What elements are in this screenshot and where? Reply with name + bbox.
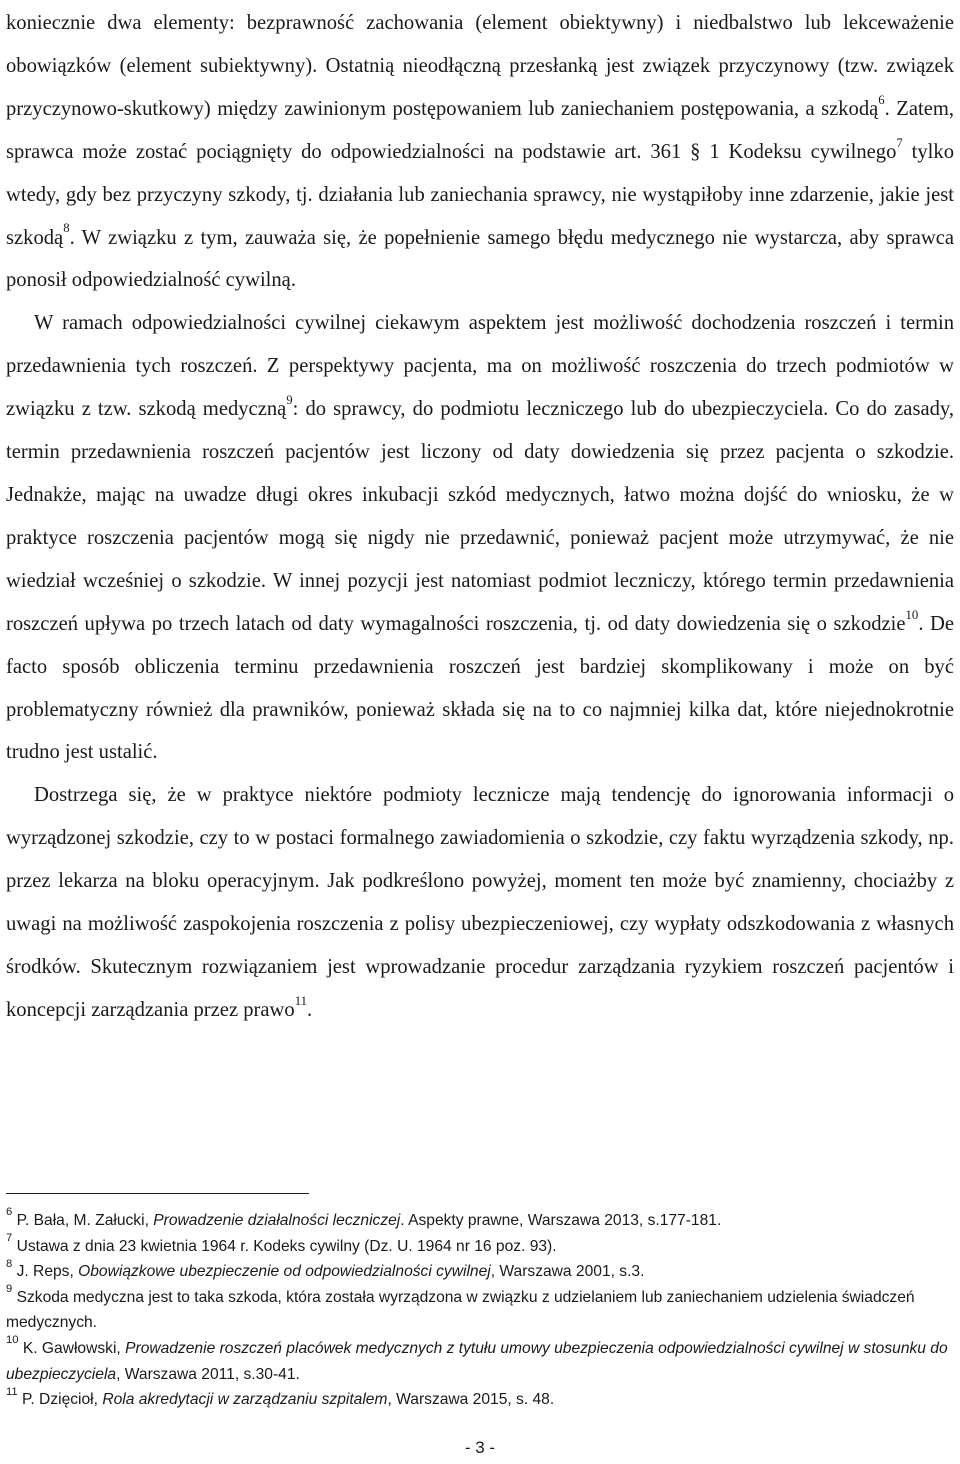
text-run: . W związku z tym, zauważa się, że popełnienie samego błędu medycznego nie wystarcza, aby sprawca ponosił odpowiedzialność cywilną. [6,226,954,292]
footnote-reference: 8 [63,221,70,236]
text-run: , Warszawa 2015, s. 48. [387,1391,555,1409]
footnote [6,1387,954,1413]
paragraph [6,774,954,1031]
footnote-reference: 9 [286,393,293,408]
footnote [6,1285,954,1336]
footnote-number: 8 [6,1257,13,1270]
footnotes [6,1208,954,1413]
paragraph [6,2,954,302]
main-text [6,2,954,1032]
text-run: Dostrzega się, że w praktyce niektóre podmioty lecznicze mają tendencję do ignorowania informacji o wyrządzonej szkodzie, czy to w postaci formalnego zawiadomienia o szkodzie, czy faktu wyrządzenia szkody, np. przez lekarza na bloku operacyjnym. Jak podkreślono powyżej, moment ten może być znamienny, chociażby z uwagi na możliwość zaspokojenia roszczenia z polisy ubezpieczeniowej, czy wypłaty odszkodowania z własnych środków. Skutecznym rozwiązaniem jest wprowadzanie procedur zarządzania ryzykiem roszczeń pacjentów i koncepcji zarządzania przez prawo [6,784,954,1021]
footnote-number: 9 [6,1283,13,1296]
text-run: . [307,998,313,1021]
text-run: , Warszawa 2001, s.3. [490,1263,645,1281]
footnote-number: 11 [6,1385,18,1398]
footnote-reference: 10 [905,607,919,622]
paragraph [6,302,954,774]
footnote [6,1234,954,1260]
text-run: Szkoda medyczna jest to taka szkoda, która została wyrządzona w związku z udzielaniem lub zaniechaniem udzielenia świadczeń medycznych. [6,1288,915,1332]
footnote-number: 10 [6,1334,19,1347]
text-run: Ustawa z dnia 23 kwietnia 1964 r. Kodeks cywilny (Dz. U. 1964 nr 16 poz. 93). [16,1237,557,1255]
text-run: tylko wtedy, gdy bez przyczyny szkody, tj. działania lub zaniechania sprawcy, nie wystąpiłoby inne zdarzenie, jakie jest szkodą [6,140,955,249]
italic-title: Prowadzenie roszczeń placówek medycznych z tytułu umowy ubezpieczenia odpowiedzialności cywilnej w stosunku do ubezpieczyciela [6,1339,948,1383]
footnote [6,1208,954,1234]
footnote-number: 6 [6,1206,13,1219]
text-run: . Aspekty prawne, Warszawa 2013, s.177-181. [400,1212,722,1229]
italic-title: Obowiązkowe ubezpieczenie od odpowiedzialności cywilnej [78,1263,491,1281]
page-number: - 3 - [464,1438,496,1457]
footnote-separator [6,1193,309,1194]
footnote-number: 7 [6,1232,13,1245]
footnote [6,1336,954,1387]
text-run: . De facto sposób obliczenia terminu przedawnienia roszczeń jest bardziej skomplikowany i może on być problematyczny również dla prawników, ponieważ składa się na to co najmniej kilka dat, które niejednokrotnie trudno jest ustalić. [6,612,954,764]
footnote-reference: 11 [294,993,307,1008]
footnote-reference: 7 [896,135,903,150]
text-run: , Warszawa 2011, s.30-41. [116,1365,300,1383]
text-run: W ramach odpowiedzialności cywilnej ciekawym aspektem jest możliwość dochodzenia roszczeń i termin przedawnienia tych roszczeń. Z perspektywy pacjenta, ma on możliwość roszczenia do trzech podmiotów w związku z tzw. szkodą medyczną [6,312,954,421]
footnote-reference: 6 [878,92,885,107]
text-run: P. Dzięcioł, [22,1391,103,1409]
italic-title: Prowadzenie działalności leczniczej [153,1212,401,1229]
text-run: J. Reps, [16,1263,79,1281]
text-run: : do sprawcy, do podmiotu leczniczego lub do ubezpieczyciela. Co do zasady, termin przedawnienia roszczeń pacjentów jest liczony od daty dowiedzenia się przez pacjenta o szkodzie. Jednakże, mając na uwadze długi okres inkubacji szkód medycznych, łatwo można dojść do wniosku, że w praktyce roszczenia pacjentów mogą się nigdy nie przedawnić, ponieważ pacjent może utrzymywać, że nie wiedział wcześniej o szkodzie. W innej pozycji jest natomiast podmiot leczniczy, którego termin przedawnienia roszczeń upływa po trzech latach od daty wymagalności roszczenia, tj. od daty dowiedzenia się o szkodzie [6,398,954,635]
italic-title: Rola akredytacji w zarządzaniu szpitalem [102,1391,388,1409]
footnote [6,1259,954,1285]
text-run: K. Gawłowski, [22,1339,126,1357]
text-run: . Zatem, sprawca może zostać pociągnięty do odpowiedzialności na podstawie art. 361 § 1 Kodeksu cywilnego [6,97,955,163]
text-run: P. Bała, M. Załucki, [16,1212,154,1229]
text-run: koniecznie dwa elementy: bezprawność zachowania (element obiektywny) i niedbalstwo lub lekceważenie obowiązków (element subiektywny). Ostatnią nieodłączną przesłanką jest związek przyczynowy (tzw. związek przyczynowo-skutkowy) między zawinionym postępowaniem lub zaniechaniem postępowania, a szkodą [6,12,954,120]
